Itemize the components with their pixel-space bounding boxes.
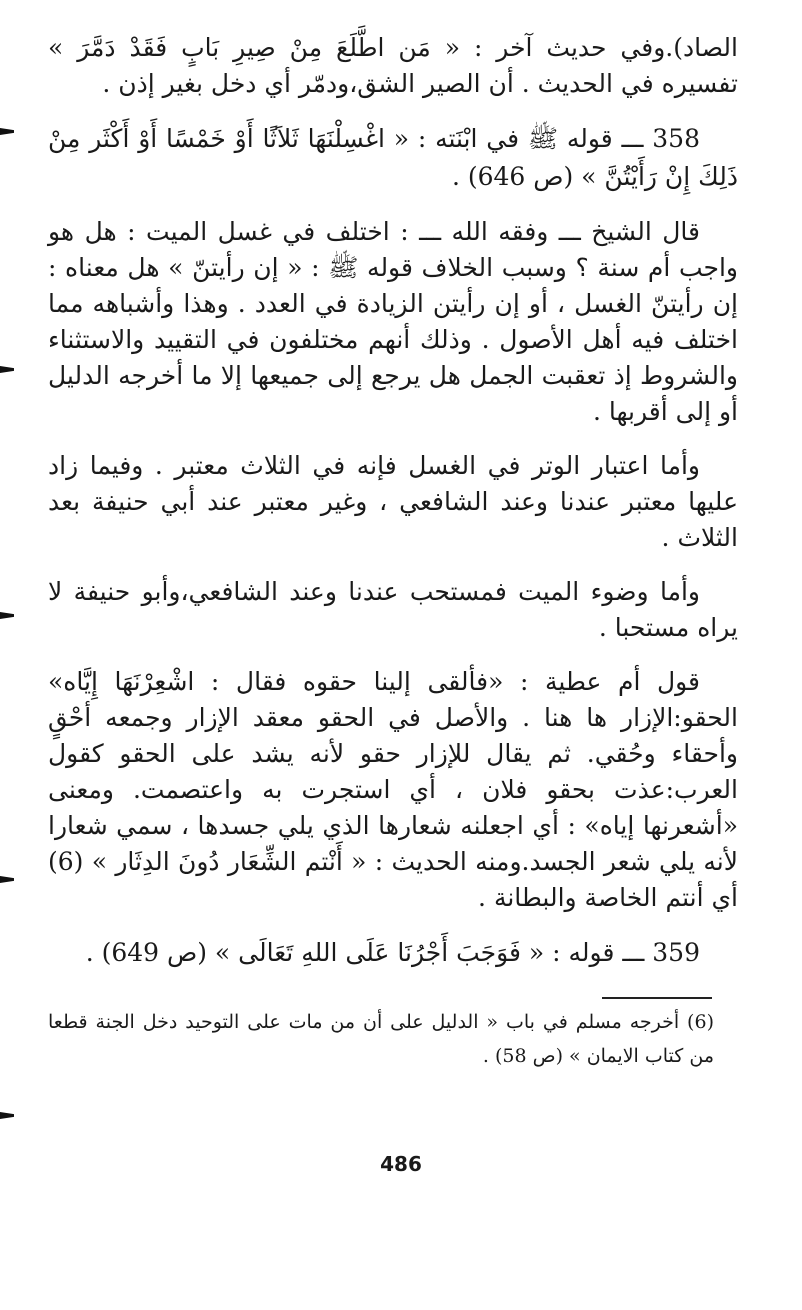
page-body [48,30,738,990]
margin-mark-icon [0,876,14,883]
margin-mark-icon [0,612,14,619]
paragraph-ghusl-ruling: قال الشيخ ـــ وفقه الله ـــ : اختلف في غسل الميت : هل هو واجب أم سنة ؟ وسبب الخلاف قوله ﷺ : « إن رأيتنّ » هل معناه : إن رأيتنّ الغسل ، أو إن رأيتن الزيادة في العدد . وهذا وأشباهه مما اختلف فيه أهل الأصول . وذلك أنهم مختلفون في التقييد والاستثناء والشروط إذ تعقبت الجمل هل يرجع إلى جميعها إلا ما أخرجه الدليل أو إلى أقربها . [48,217,738,426]
margin-mark-icon [0,1112,14,1119]
paragraph-witr: وأما اعتبار الوتر في الغسل فإنه في الثلاث معتبر . وفيما زاد عليها معتبر عندنا وعند الشافعي ، وغير معتبر عند أبي حنيفة بعد الثلاث . [48,451,738,552]
heading-358: 358 ـــ قوله ﷺ في ابْنَته : « اغْسِلْنَهَا ثَلاَثًا أَوْ خَمْسًا أَوْ أَكْثَر مِنْ ذَلِكَ إِنْ رَأَيْتُنَّ » (ص 646) . [48,124,738,191]
paragraph-hadith-intro: الصاد).وفي حديث آخر : « مَن اطَّلَعَ مِنْ صِيرِ بَابٍ فَقَدْ دَمَّرَ » تفسيره في الحديث . أن الصير الشق،ودمّر أي دخل بغير إذن . [48,33,738,98]
margin-mark-icon [0,128,14,135]
heading-359: 359 ـــ قوله : « فَوَجَبَ أَجْرُنَا عَلَى اللهِ تَعَالَى » (ص 649) . [85,938,700,967]
margin-mark-icon [0,366,14,373]
paragraph-umm-atiyya: قول أم عطية : «فألقى إلينا حقوه فقال : اشْعِرْنَهَا إِيَّاه» الحقو:الإزار ها هنا . والأصل في الحقو معقد الإزار وجمعه أحْقٍ وأحقاء وحُقي. ثم يقال للإزار حقو لأنه يشد على الحقو كقول العرب:عذت بحقو فلان ، أي استجرت به واعتصمت. ومعنى «أشعرنها إياه» : أي اجعلنه شعارها الذي يلي جسدها ، سمي شعارا لأنه يلي شعر الجسد.ومنه الحديث : « أَنْتم الشِّعَار دُونَ الدِثَار » (6) أي أنتم الخاصة والبطانة . [48,667,738,912]
paragraph-wudu: وأما وضوء الميت فمستحب عندنا وعند الشافعي،وأبو حنيفة لا يراه مستحبا . [48,577,738,642]
page-number: 486 [380,1152,422,1176]
footnote: (6) أخرجه مسلم في باب « الدليل على أن من مات على التوحيد دخل الجنة قطعا من كتاب الايمان » (ص 58) . [48,1011,714,1067]
footnote-divider [602,997,712,999]
